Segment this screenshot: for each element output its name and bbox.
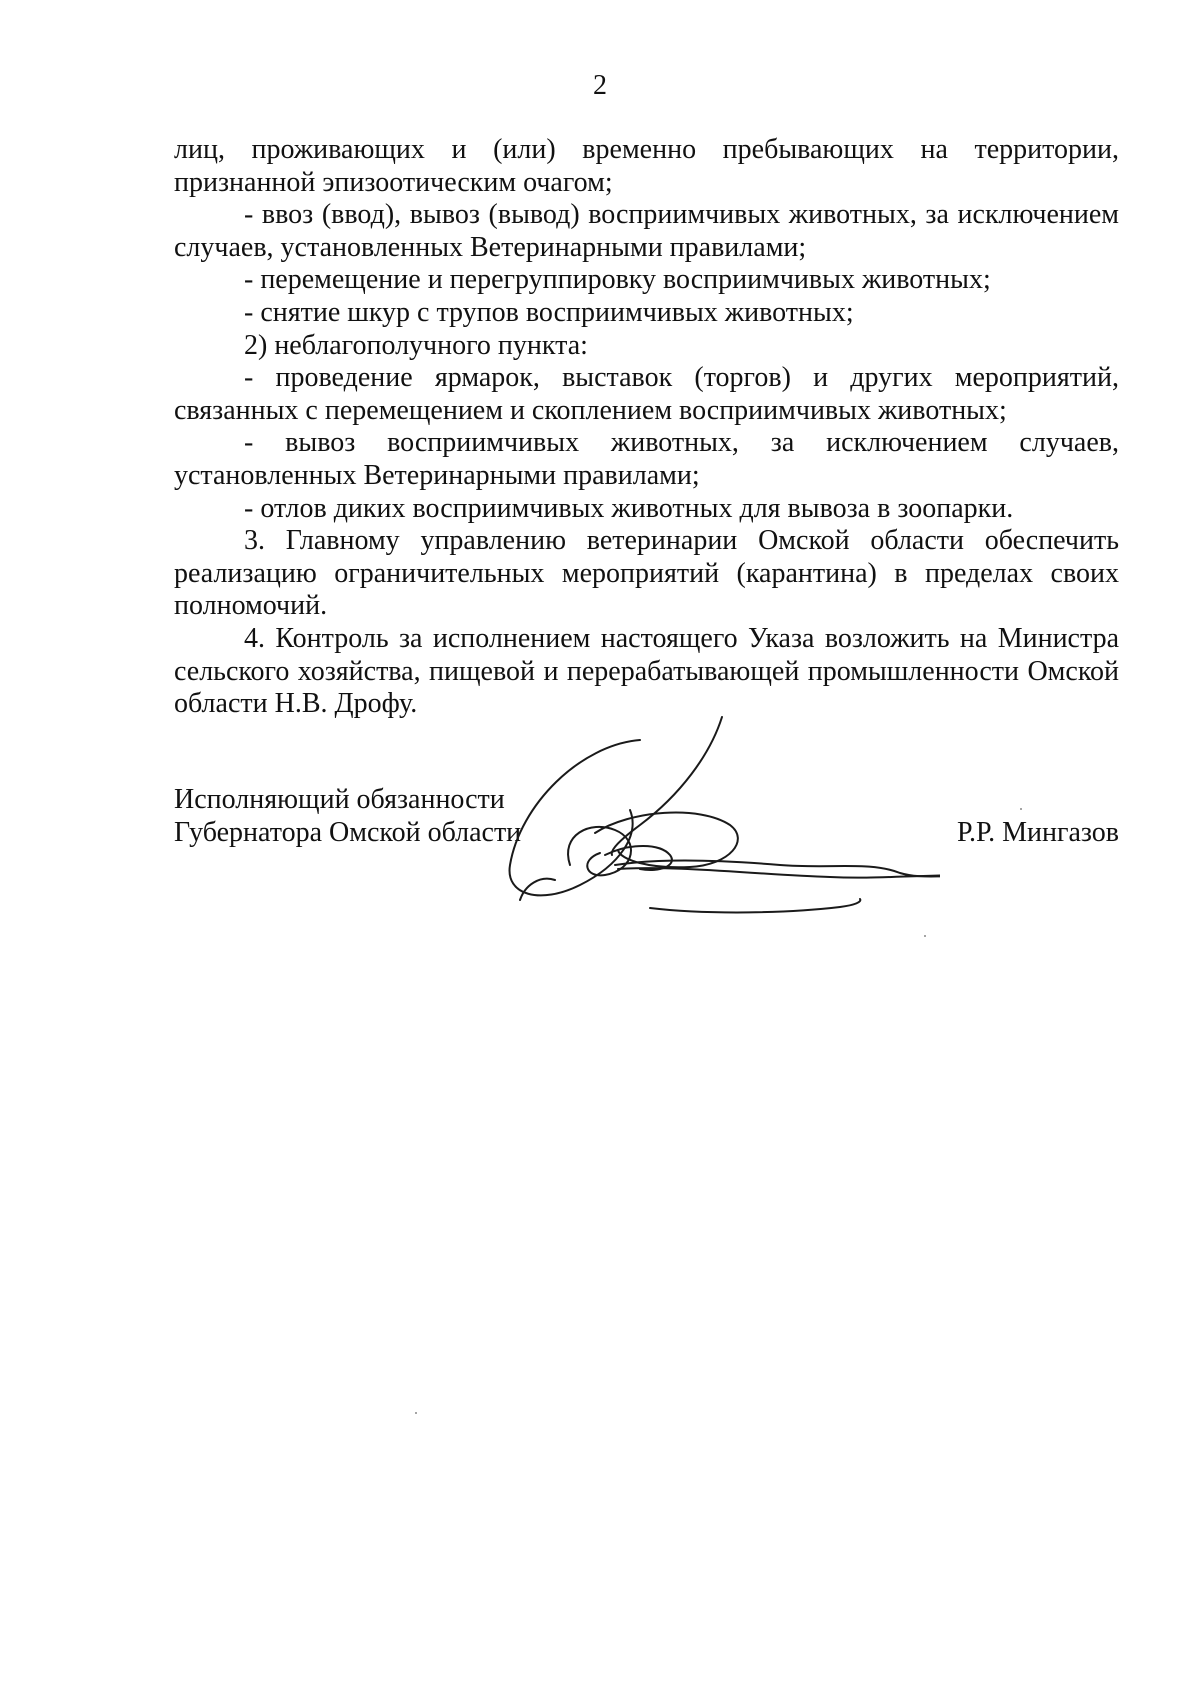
signatory-title-line-1: Исполняющий обязанности: [174, 784, 505, 815]
paragraph-continuation: лиц, проживающих и (или) временно пребывающих на территории, признанной эпизоотическим очагом;: [174, 134, 1119, 198]
signatory-title: [174, 784, 521, 849]
paragraph-relocation-ban: - перемещение и перегруппировку восприимчивых животных;: [244, 264, 991, 296]
paragraph-export-ban: - вывоз восприимчивых животных, за исключением случаев, установленных Ветеринарными правилами;: [174, 427, 1119, 491]
handwritten-signature: [500, 715, 940, 925]
paragraph-import-export-ban: - ввоз (ввод), вывоз (вывод) восприимчивых животных, за исключением случаев, установленных Ветеринарными правилами;: [174, 199, 1119, 263]
signatory-title-line-2: Губернатора Омской области: [174, 816, 522, 848]
scan-speck: [415, 1412, 417, 1414]
paragraph-clause-4: 4. Контроль за исполнением настоящего Указа возложить на Министра сельского хозяйства, пищевой и перерабатывающей промышленности Омской области Н.В. Дрофу.: [174, 622, 1119, 720]
paragraph-trapping-ban: - отлов диких восприимчивых животных для вывоза в зоопарки.: [244, 492, 1014, 524]
scan-speck: [1020, 808, 1022, 810]
paragraph-unfavorable-point-heading: 2) неблагополучного пункта:: [244, 329, 588, 361]
paragraph-skinning-ban: - снятие шкур с трупов восприимчивых животных;: [244, 296, 854, 328]
scan-speck: [924, 935, 926, 937]
page-number: 2: [593, 70, 607, 101]
document-body: [174, 134, 1119, 721]
paragraph-clause-3: 3. Главному управлению ветеринарии Омской области обеспечить реализацию ограничительных мероприятий (карантина) в пределах своих полномочий.: [174, 525, 1119, 622]
paragraph-fairs-ban: - проведение ярмарок, выставок (торгов) и других мероприятий, связанных с перемещением и скоплением восприимчивых животных;: [174, 362, 1119, 426]
signatory-name: Р.Р. Мингазов: [956, 816, 1119, 848]
